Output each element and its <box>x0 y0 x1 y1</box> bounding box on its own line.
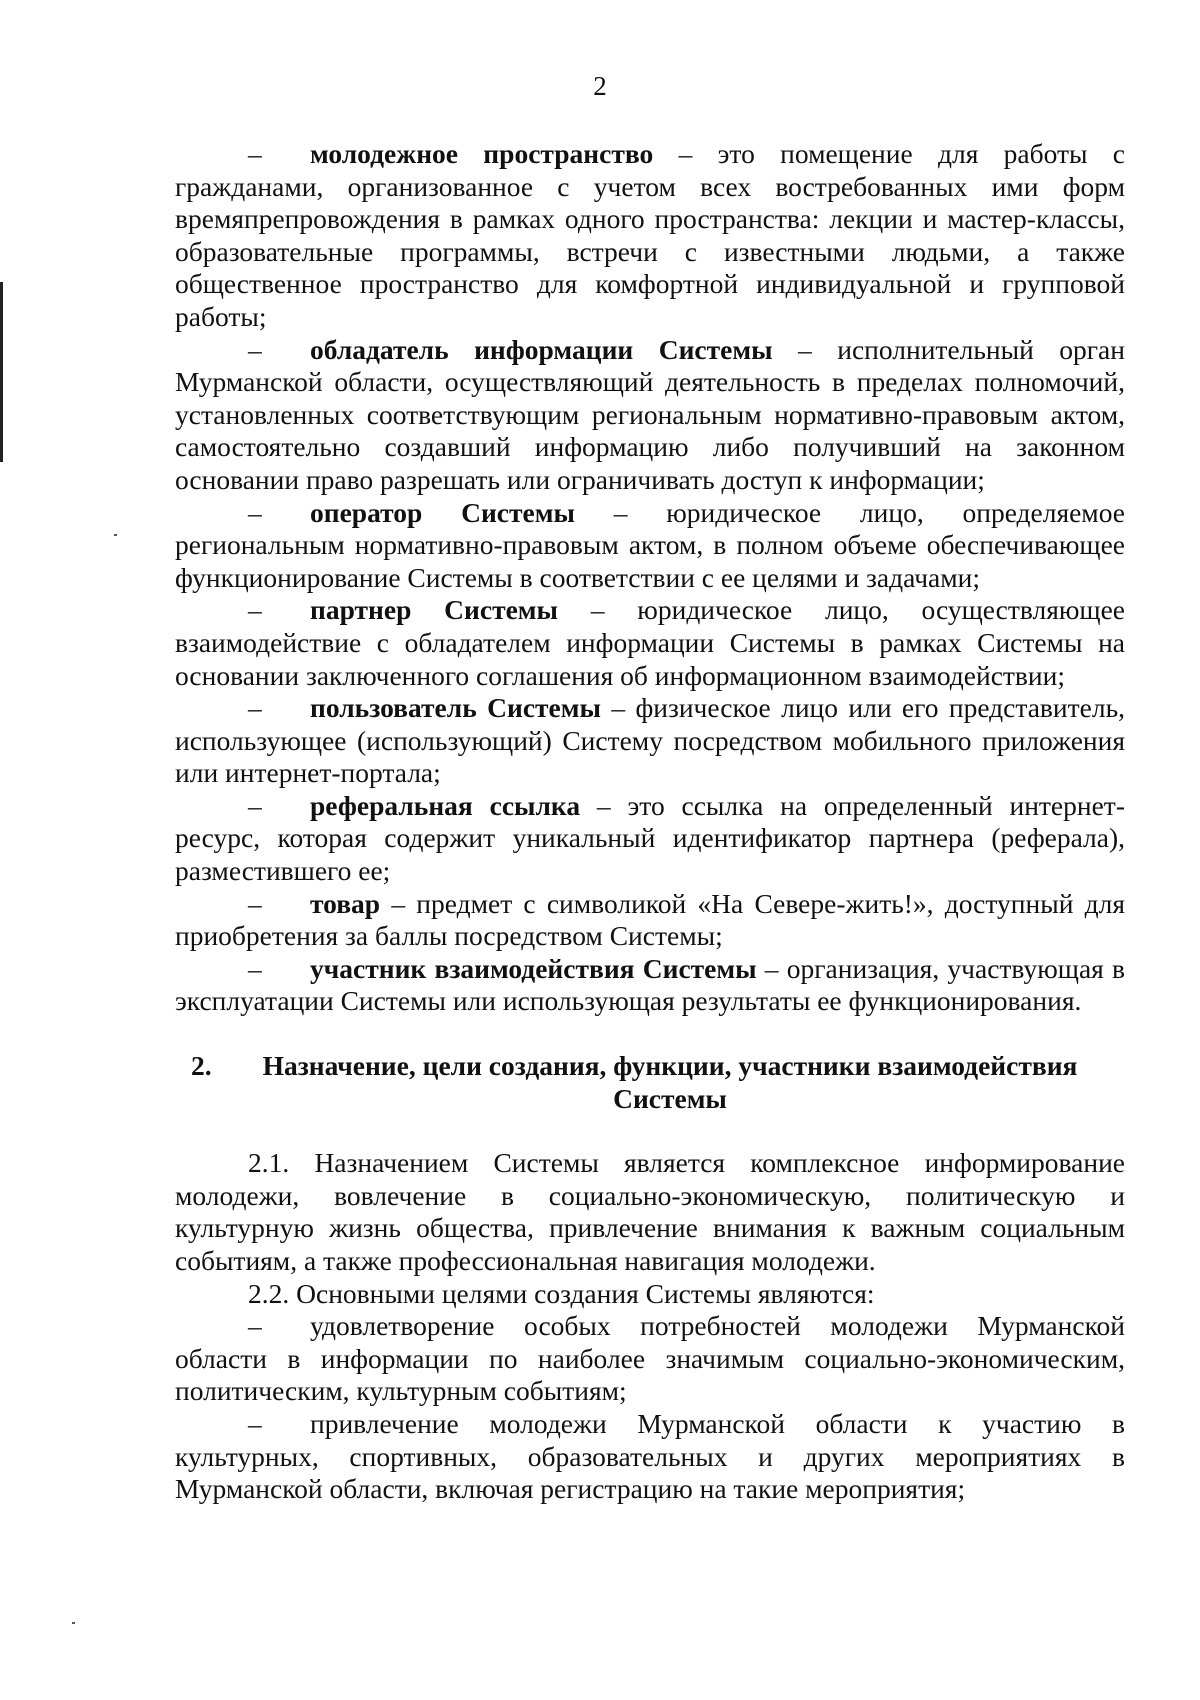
definition-term: реферальная ссылка <box>310 789 581 821</box>
list-dash: – <box>248 952 262 984</box>
definition-text: – исполнительный орган Мурманской области, осуществляющий деятельность в пределах полномочий, установленных соответствующим региональным нормативно-правовым актом, самостоятельно создавший информацию либо получивший на законном основании право разрешать или ограничивать доступ к информации; <box>175 333 1125 495</box>
list-dash: – <box>248 1310 262 1342</box>
clause-2-2: 2.2. Основными целями создания Системы являются: <box>248 1277 875 1309</box>
goal-text: привлечение молодежи Мурманской области к участию в культурных, спортивных, образовательных и других мероприятиях в Мурманской области, включая регистрацию на такие мероприятия; <box>175 1407 1125 1505</box>
definition-item <box>175 334 1125 497</box>
definition-item <box>175 692 1125 790</box>
definition-item <box>175 497 1125 595</box>
definition-text: – юридическое лицо, осуществляющее взаимодействие с обладателем информации Системы в рамках Системы на основании заключенного соглашения об информационном взаимодействии; <box>175 594 1125 691</box>
definition-item <box>175 953 1125 1018</box>
document-body <box>175 138 1125 1506</box>
list-dash: – <box>248 887 262 919</box>
section-number: 2. <box>191 1050 212 1082</box>
goal-item <box>175 1310 1125 1408</box>
list-dash: – <box>248 1407 262 1439</box>
scan-speck <box>114 534 117 536</box>
scan-margin-mark <box>0 282 3 462</box>
definition-item <box>175 888 1125 953</box>
definition-term: партнер Системы <box>310 594 558 626</box>
list-dash: – <box>248 333 262 365</box>
definition-text: – это ссылка на определенный интернет-ресурс, которая содержит уникальный идентификатор партнера (реферала), разместившего ее; <box>175 789 1125 887</box>
list-dash: – <box>248 594 262 626</box>
clause-2-1: 2.1. Назначением Системы является комплексное информирование молодежи, вовлечение в социально-экономическую, политическую и культурную жизнь общества, привлечение внимания к важным социальным событиям, а также профессиональная навигация молодежи. <box>175 1147 1125 1276</box>
definition-text: – юридическое лицо, определяемое региональным нормативно-правовым актом, в полном объеме обеспечивающее функционирование Системы в соответствии с ее целями и задачами; <box>175 496 1126 593</box>
list-dash: – <box>248 692 262 724</box>
list-dash: – <box>248 138 262 169</box>
list-dash: – <box>248 496 262 528</box>
goal-item <box>175 1408 1125 1506</box>
definitions-list <box>175 138 1125 1018</box>
definition-item <box>175 790 1125 888</box>
spacer <box>175 1115 1125 1147</box>
goal-text: удовлетворение особых потребностей молодежи Мурманской области в информации по наиболее значимым социально-экономическим, политическим, культурным событиям; <box>175 1310 1125 1407</box>
definition-item <box>175 138 1125 334</box>
definition-term: участник взаимодействия Системы <box>310 952 757 984</box>
definition-term: молодежное пространство <box>310 138 654 169</box>
scan-speck <box>72 1622 75 1624</box>
definition-term: обладатель информации Системы <box>310 333 773 365</box>
definition-item <box>175 594 1125 692</box>
page-number: 2 <box>593 71 607 101</box>
definition-text: – это помещение для работы с гражданами, организованное с учетом всех востребованных ими форм времяпрепровождения в рамках одного пространства: лекции и мастер-классы, образовательные программы, встречи с известными людьми, а также общественное пространство для комфортной индивидуальной и групповой работы; <box>175 138 1125 332</box>
list-dash: – <box>248 789 262 821</box>
definition-term: пользователь Системы <box>310 692 601 724</box>
section-title: Назначение, цели создания, функции, участники взаимодействия Системы <box>262 1050 1078 1114</box>
definition-text: – физическое лицо или его представитель, использующее (использующий) Систему посредством мобильного приложения или интернет-портала; <box>175 692 1125 789</box>
definition-text: – организация, участвующая в эксплуатации Системы или использующая результаты ее функционирования. <box>175 952 1125 1017</box>
definition-term: оператор Системы <box>310 496 575 528</box>
definition-term: товар <box>310 887 381 919</box>
definition-text: – предмет с символикой «На Севере-жить!», доступный для приобретения за баллы посредством Системы; <box>175 887 1125 952</box>
section-heading <box>175 1050 1125 1115</box>
